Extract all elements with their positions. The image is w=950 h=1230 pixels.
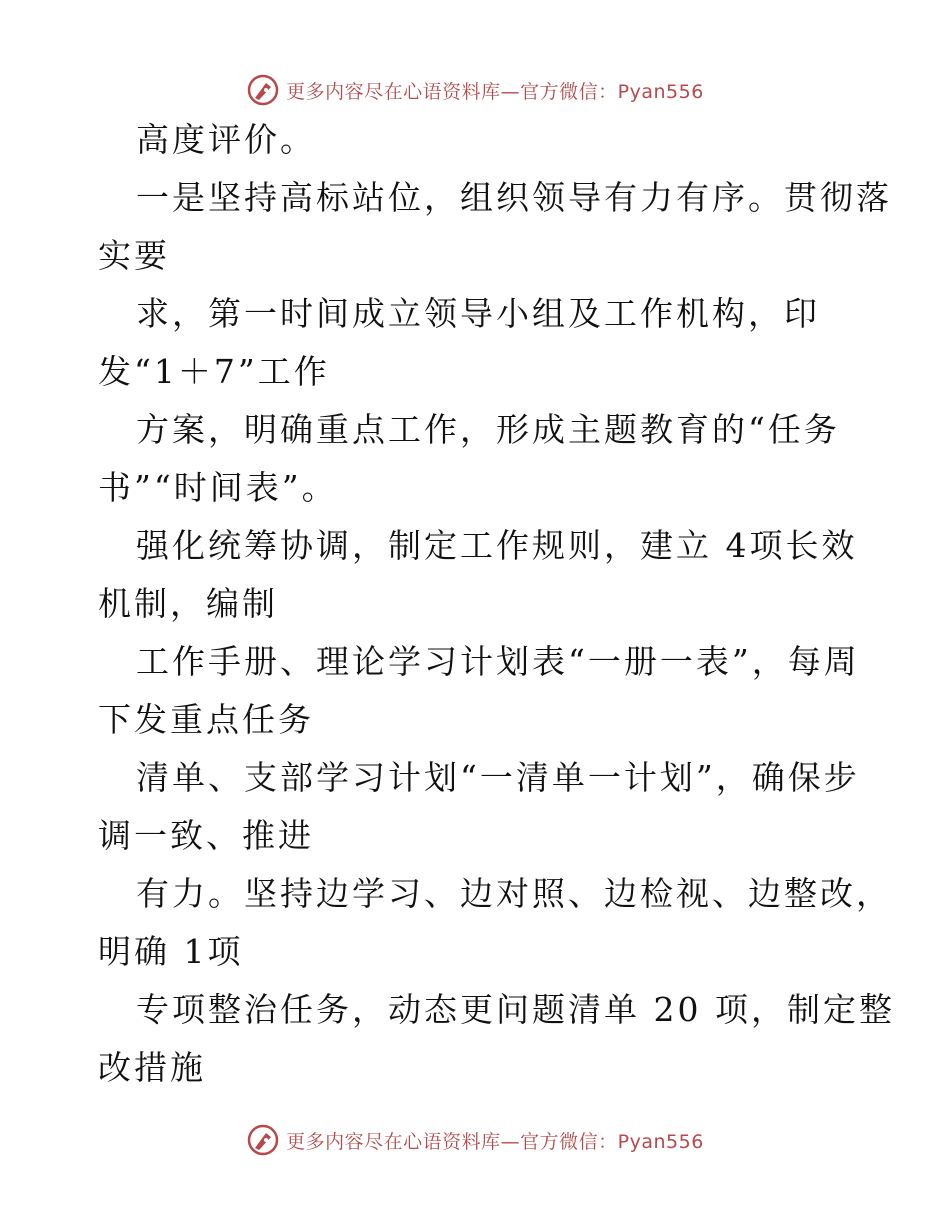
text-line: 高度评价。 — [136, 120, 316, 159]
text-line: 一是坚持高标站位，组织领导有力有序。贯彻落 — [136, 178, 892, 217]
text-line: 专项整治任务，动态更问题清单 20 项，制定整 — [136, 990, 895, 1029]
text-line: 改措施 — [98, 1048, 206, 1087]
text-line: 有力。坚持边学习、边对照、边检视、边整改， — [136, 874, 892, 913]
pen-nib-logo-icon — [246, 73, 280, 107]
text-line: 工作手册、理论学习计划表“一册一表”，每周 — [136, 642, 860, 681]
text-line: 求，第一时间成立领导小组及工作机构，印 — [136, 294, 820, 333]
footer-watermark — [0, 1120, 950, 1160]
text-line: 书”“时间表”。 — [98, 468, 338, 507]
pen-nib-logo-icon — [246, 1123, 280, 1157]
header-watermark — [0, 70, 950, 110]
watermark-text: 更多内容尽在心语资料库—官方微信：Pyan556 — [286, 80, 704, 103]
text-line: 方案，明确重点工作，形成主题教育的“任务 — [136, 410, 840, 449]
watermark-text: 更多内容尽在心语资料库—官方微信：Pyan556 — [286, 1130, 704, 1153]
text-line: 明确 1项 — [98, 932, 244, 971]
text-line: 调一致、推进 — [98, 816, 314, 855]
text-line: 清单、支部学习计划“一清单一计划”，确保步 — [136, 758, 860, 797]
text-line: 下发重点任务 — [98, 700, 314, 739]
text-line: 发“1＋7”工作 — [98, 352, 330, 391]
text-line: 实要 — [98, 236, 170, 275]
text-line: 强化统筹协调，制定工作规则，建立 4项长效 — [136, 526, 858, 565]
text-line: 机制，编制 — [98, 584, 278, 623]
